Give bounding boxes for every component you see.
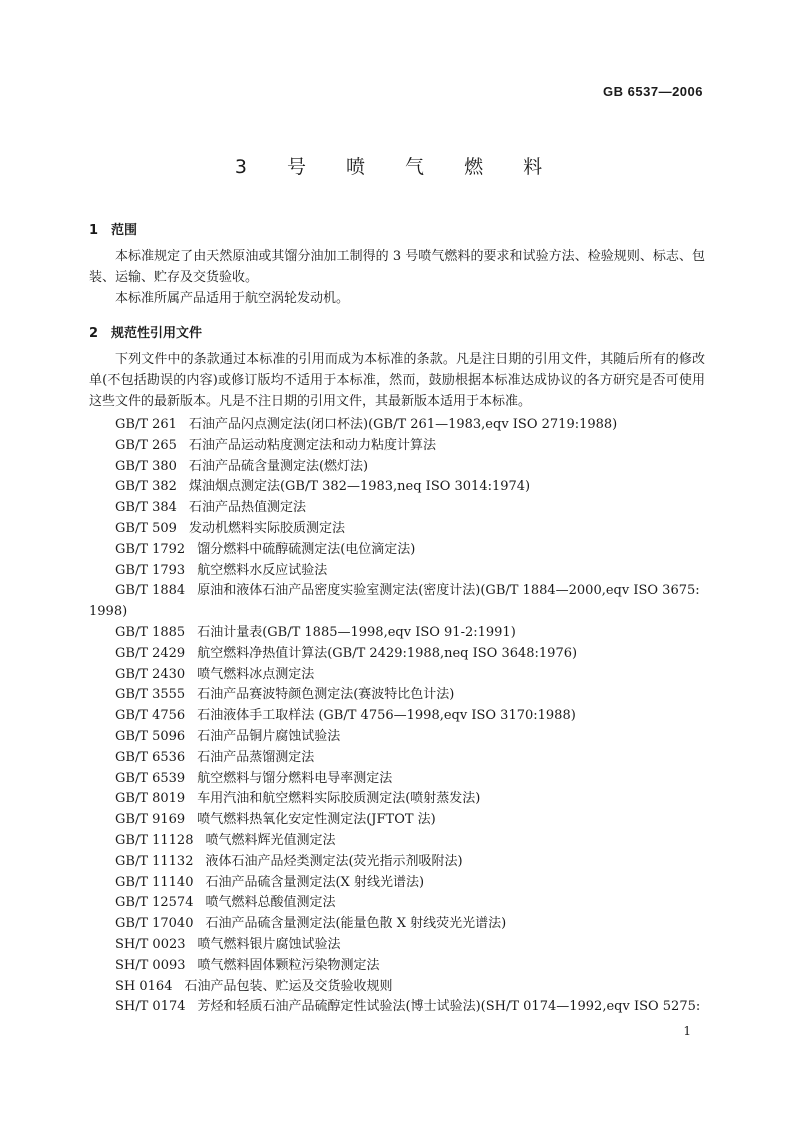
reference-item [115, 414, 617, 435]
reference-code: GB/T 1792 [115, 541, 186, 557]
reference-title: 石油产品硫含量测定法(能量色散 X 射线荧光光谱法) [205, 916, 507, 932]
reference-item [115, 518, 345, 539]
section-2-heading [89, 322, 202, 341]
reference-title: 石油液体手工取样法 (GB/T 4756—1998,eqv ISO 3170:1988) [197, 708, 576, 724]
page-title: 3 号 喷 气 燃 料 [234, 156, 560, 178]
reference-code: GB/T 11132 [115, 853, 194, 869]
reference-code: SH/T 0174 [115, 999, 186, 1015]
reference-code: GB/T 11128 [115, 833, 194, 848]
reference-code: GB/T 5096 [115, 729, 186, 744]
reference-title: 石油产品硫含量测定法(燃灯法) [188, 458, 369, 474]
section-1-paragraph: 本标准规定了由天然原油或其馏分油加工制得的 3 号喷气燃料的要求和试验方法、检验规则、标志、包装、运输、贮存及交货验收。 [89, 249, 705, 285]
reference-code: SH 0164 [115, 978, 173, 994]
section-number: 2 [89, 326, 99, 341]
reference-item [115, 809, 436, 830]
reference-item [115, 996, 700, 1017]
reference-code: GB/T 4756 [115, 708, 186, 724]
reference-item [115, 476, 530, 497]
section-2-intro: 下列文件中的条款通过本标准的引用而成为本标准的条款。凡是注日期的引用文件，其随后所有的修改单(不包括勘误的内容)或修订版均不适用于本标准，然而，鼓励根据本标准达成协议的各方研究是否可使用这些文件的最新版本。凡是不注日期的引用文件，其最新版本适用于本标准。 [89, 352, 705, 409]
reference-item [115, 934, 341, 955]
reference-title: 馏分燃料中硫醇硫测定法(电位滴定法) [197, 541, 416, 557]
reference-title: 石油产品赛波特颜色测定法(赛波特比色计法) [197, 687, 455, 703]
reference-item [115, 684, 454, 705]
reference-title: 车用汽油和航空燃料实际胶质测定法(喷射蒸发法) [197, 791, 481, 807]
reference-item [115, 788, 480, 809]
reference-code: GB/T 17040 [115, 916, 194, 932]
reference-code: GB/T 6536 [115, 749, 186, 765]
reference-item [115, 643, 577, 664]
reference-title: 石油产品运动粘度测定法和动力粘度计算法 [188, 437, 436, 453]
reference-title: 喷气燃料辉光值测定法 [205, 833, 336, 848]
reference-item [115, 560, 327, 581]
reference-item [115, 435, 436, 456]
section-1-heading [89, 219, 137, 238]
reference-item [115, 664, 314, 685]
reference-code: GB/T 261 [115, 417, 177, 432]
reference-item [115, 705, 576, 726]
reference-title: 喷气燃料银片腐蚀试验法 [197, 937, 341, 952]
reference-title: 石油产品包装、贮运及交货验收规则 [184, 978, 393, 994]
reference-item [115, 768, 392, 789]
reference-item [115, 892, 336, 913]
reference-code: GB/T 2430 [115, 666, 186, 682]
reference-title: 航空燃料与馏分燃料电导率测定法 [197, 770, 393, 786]
reference-code: SH/T 0023 [115, 937, 186, 952]
reference-item [115, 913, 506, 934]
reference-code: GB/T 265 [115, 437, 177, 453]
reference-code: GB/T 1885 [115, 625, 186, 640]
section-1-paragraph: 本标准所属产品适用于航空涡轮发动机。 [115, 291, 350, 306]
reference-title: 石油产品铜片腐蚀试验法 [197, 729, 341, 744]
reference-code: GB/T 8019 [115, 791, 186, 807]
reference-title: 喷气燃料冰点测定法 [197, 666, 315, 682]
reference-item [115, 976, 392, 997]
reference-title: 原油和液体石油产品密度实验室测定法(密度计法)(GB/T 1884—2000,eqv ISO 3675: [197, 583, 700, 599]
reference-code: GB/T 6539 [115, 770, 186, 786]
reference-item [115, 726, 340, 747]
reference-code: GB/T 1884 [115, 583, 186, 599]
reference-title: 芳烃和轻质石油产品硫醇定性试验法(博士试验法)(SH/T 0174—1992,eqv ISO 5275: [197, 999, 701, 1015]
reference-title: 喷气燃料热氧化安定性测定法(JFTOT 法) [197, 812, 436, 828]
reference-title: 煤油烟点测定法(GB/T 382—1983,neq ISO 3014:1974) [188, 479, 531, 495]
reference-title: 石油产品热值测定法 [188, 500, 306, 516]
reference-code: GB/T 12574 [115, 895, 194, 911]
reference-title: 石油产品硫含量测定法(X 射线光谱法) [205, 874, 425, 890]
reference-item [115, 456, 368, 477]
reference-code: GB/T 11140 [115, 874, 194, 890]
reference-code: GB/T 509 [115, 521, 177, 536]
section-title: 范围 [111, 223, 138, 238]
reference-title: 喷气燃料固体颗粒污染物测定法 [197, 957, 380, 973]
reference-code: GB/T 3555 [115, 687, 186, 703]
reference-title: 液体石油产品烃类测定法(荧光指示剂吸附法) [205, 853, 463, 869]
reference-item [115, 539, 415, 560]
reference-item [115, 747, 314, 768]
reference-title: 石油计量表(GB/T 1885—1998,eqv ISO 91-2:1991) [197, 625, 516, 640]
reference-code: GB/T 2429 [115, 645, 186, 661]
reference-code: GB/T 380 [115, 458, 177, 474]
page-number: 1 [683, 1024, 691, 1038]
reference-code: GB/T 1793 [115, 562, 186, 578]
reference-title: 航空燃料水反应试验法 [197, 562, 328, 578]
reference-title: 航空燃料净热值计算法(GB/T 2429:1988,neq ISO 3648:1976) [197, 645, 578, 661]
standard-number: GB 6537—2006 [603, 84, 703, 99]
reference-title: 发动机燃料实际胶质测定法 [188, 521, 345, 536]
reference-item [115, 580, 700, 601]
reference-code: SH/T 0093 [115, 957, 186, 973]
reference-item [115, 622, 516, 643]
reference-title: 石油产品闪点测定法(闭口杯法)(GB/T 261—1983,eqv ISO 2719:1988) [188, 417, 618, 432]
reference-title: 石油产品蒸馏测定法 [197, 749, 315, 765]
reference-title: 喷气燃料总酸值测定法 [205, 895, 336, 911]
reference-item [115, 830, 336, 851]
reference-code: GB/T 382 [115, 479, 177, 495]
section-number: 1 [89, 223, 99, 238]
reference-item [115, 497, 306, 518]
section-title: 规范性引用文件 [111, 326, 203, 341]
reference-code: GB/T 9169 [115, 812, 186, 828]
reference-item [115, 851, 463, 872]
reference-item [115, 955, 380, 976]
reference-item [115, 872, 424, 893]
reference-continuation: 1998) [89, 604, 128, 620]
reference-code: GB/T 384 [115, 500, 177, 516]
